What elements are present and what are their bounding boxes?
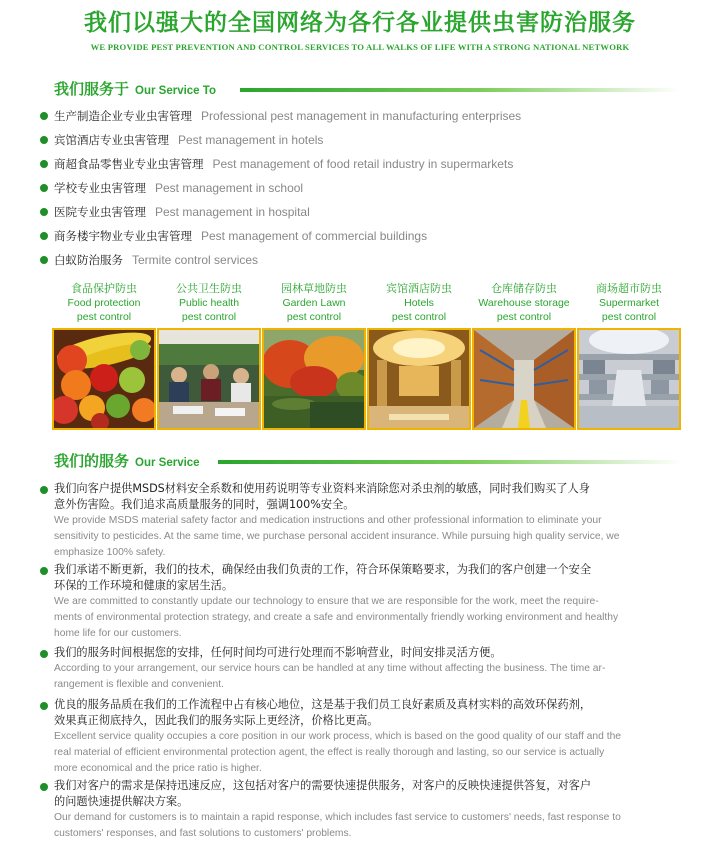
paragraph-en-line: customers' responses, and fast solutions to customers' problems. [54,828,352,839]
shopping-mall-atrium-photo [577,328,681,430]
paragraph-en-line: We are committed to constantly update our technology to ensure that we are responsible for the work, meet the require- [54,596,599,607]
service-cn: 学校专业虫害管理 [54,181,146,195]
section-heading-en: Our Service To [135,85,216,97]
category-cn: 园林草地防虫 [281,282,347,295]
category-en: pest control [286,311,342,323]
list-item [40,248,680,272]
bullet-icon [40,783,48,791]
heading-divider [240,88,680,92]
paragraph-en-line: According to your arrangement, our service hours can be handled at any time without affecting the business. The time ar- [54,663,606,674]
category-en: Supermarket [598,297,660,309]
service-en: Termite control services [132,253,259,267]
service-cn: 生产制造企业专业虫害管理 [54,109,192,123]
paragraph-cn-line: 的问题快速提供解决方案。 [54,795,189,808]
section-heading-cn: 我们的服务 [54,452,130,470]
service-cn: 宾馆酒店专业虫害管理 [54,133,169,147]
category-card-garden [262,282,366,324]
service-en: Pest management in hospital [155,205,310,219]
category-cn: 宾馆酒店防虫 [386,282,452,295]
service-en: Pest management of food retail industry in supermarkets [212,157,514,171]
service-en: Pest management in school [155,181,304,195]
bullet-icon [40,702,48,710]
hotel-lobby-photo [367,328,471,430]
service-en: Professional pest management in manufacturing enterprises [201,109,522,123]
service-cn: 白蚁防治服务 [54,253,123,267]
service-paragraph [40,645,680,693]
category-en: pest control [76,311,132,323]
paragraph-en-line: ments of environmental protection strategy, and create a safe and environmentally friendly working environment and healthy [54,612,619,623]
list-item [40,152,680,176]
paragraph-cn-line: 环保的工作环境和健康的家居生活。 [54,579,234,592]
section-heading-our-service [54,450,200,474]
list-item [40,224,680,248]
service-en: Pest management in hotels [178,133,324,147]
service-paragraph [40,562,680,642]
category-cn: 商场超市防虫 [596,282,662,295]
paragraph-en-line: home life for our customers. [54,628,182,639]
bullet-icon [40,567,48,575]
category-card-hotels [367,282,471,324]
category-en: Garden Lawn [282,297,346,309]
paragraph-cn-line: 我们向客户提供MSDS材料安全系数和使用药说明等专业资料来消除您对杀虫剂的敏感，同时我们购买了人身 [54,482,590,495]
page-header [0,8,720,52]
paragraph-en-line: rangement is flexible and convenient. [54,679,225,690]
autumn-garden-photo [262,328,366,430]
list-item [40,104,680,128]
paragraph-en-line: emphasize 100% safety. [54,547,166,558]
bullet-icon [40,256,48,264]
bullet-icon [40,650,48,658]
category-en: Hotels [404,297,434,309]
service-en: Pest management of commercial buildings [201,229,428,243]
fruits-and-vegetables-photo [52,328,156,430]
page-subtitle: WE PROVIDE PEST PREVENTION AND CONTROL SERVICES TO ALL WALKS OF LIFE WITH A STRONG NATIONAL NETWORK [90,42,630,52]
bullet-icon [40,136,48,144]
bullet-icon [40,208,48,216]
category-en: pest control [391,311,447,323]
bullet-icon [40,184,48,192]
paragraph-cn-line: 优良的服务品质在我们的工作流程中占有核心地位，这是基于我们员工良好素质及真材实料的高效环保药剂， [54,698,592,711]
category-en: Warehouse storage [478,297,570,309]
section-heading-cn: 我们服务于 [54,80,130,98]
category-cn: 食品保护防虫 [71,282,137,295]
category-card-supermarket [577,282,681,324]
paragraph-cn-line: 意外伤害险。我们追求高质量服务的同时，强调100%安全。 [54,498,355,511]
category-card-warehouse [472,282,576,324]
paragraph-en-line: more economical and the price ratio is higher. [54,763,262,774]
paragraph-cn-line: 我们对客户的需求是保持迅速反应，这包括对客户的需要快速提供服务，对客户的反映快速提供答复，对客户 [54,779,592,792]
paragraph-cn-line: 我们的服务时间根据您的安排，任何时间均可进行处理而不影响营业，时间安排灵活方便。 [54,646,502,659]
bullet-icon [40,232,48,240]
list-item [40,128,680,152]
page-title: 我们以强大的全国网络为各行各业提供虫害防治服务 [84,10,636,36]
paragraph-cn-line: 我们承诺不断更新，我们的技术，确保经由我们负责的工作，符合环保策略要求，为我们的客户创建一个安全 [54,563,592,576]
service-cn: 商超食品零售业专业虫害管理 [54,157,204,171]
service-list [40,104,680,272]
section-heading-en: Our Service [135,457,200,469]
paragraph-en-line: We provide MSDS material safety factor and medication instructions and other professional information to eliminate your [54,515,602,526]
category-en: pest control [496,311,552,323]
category-en: Food protection [67,297,141,309]
service-paragraph [40,481,680,561]
paragraph-en-line: Excellent service quality occupies a core position in our work process, which is based on the good quality of our staff and the [54,731,622,742]
bullet-icon [40,486,48,494]
paragraph-en-line: Our demand for customers is to maintain a rapid response, which includes fast service to customers' needs, fast response to [54,812,621,823]
category-cn: 仓库储存防虫 [491,282,557,295]
category-en: Public health [178,297,240,309]
category-en: pest control [181,311,237,323]
list-item [40,200,680,224]
paragraph-en-line: sensitivity to pesticides. At the same time, we purchase personal accident insurance. While pursuing high quality service, we [54,531,620,542]
category-card-food [52,282,156,324]
bullet-icon [40,112,48,120]
paragraph-cn-line: 效果真正彻底持久，因此我们的服务实际上更经济，价格比更高。 [54,714,379,727]
service-paragraph [40,778,680,842]
outdoor-dining-crowd-photo [157,328,261,430]
service-cn: 医院专业虫害管理 [54,205,146,219]
warehouse-aisle-photo [472,328,576,430]
list-item [40,176,680,200]
category-card-public-health [157,282,261,324]
category-gallery [52,282,682,430]
bullet-icon [40,160,48,168]
section-heading-service-to [54,78,216,102]
service-paragraph [40,697,680,777]
category-cn: 公共卫生防虫 [176,282,242,295]
category-en: pest control [601,311,657,323]
heading-divider [218,460,682,464]
service-cn: 商务楼宇物业专业虫害管理 [54,229,192,243]
paragraph-en-line: real material of efficient environmental protection agent, the effect is really thorough and lasting, so our service is actually [54,747,605,758]
